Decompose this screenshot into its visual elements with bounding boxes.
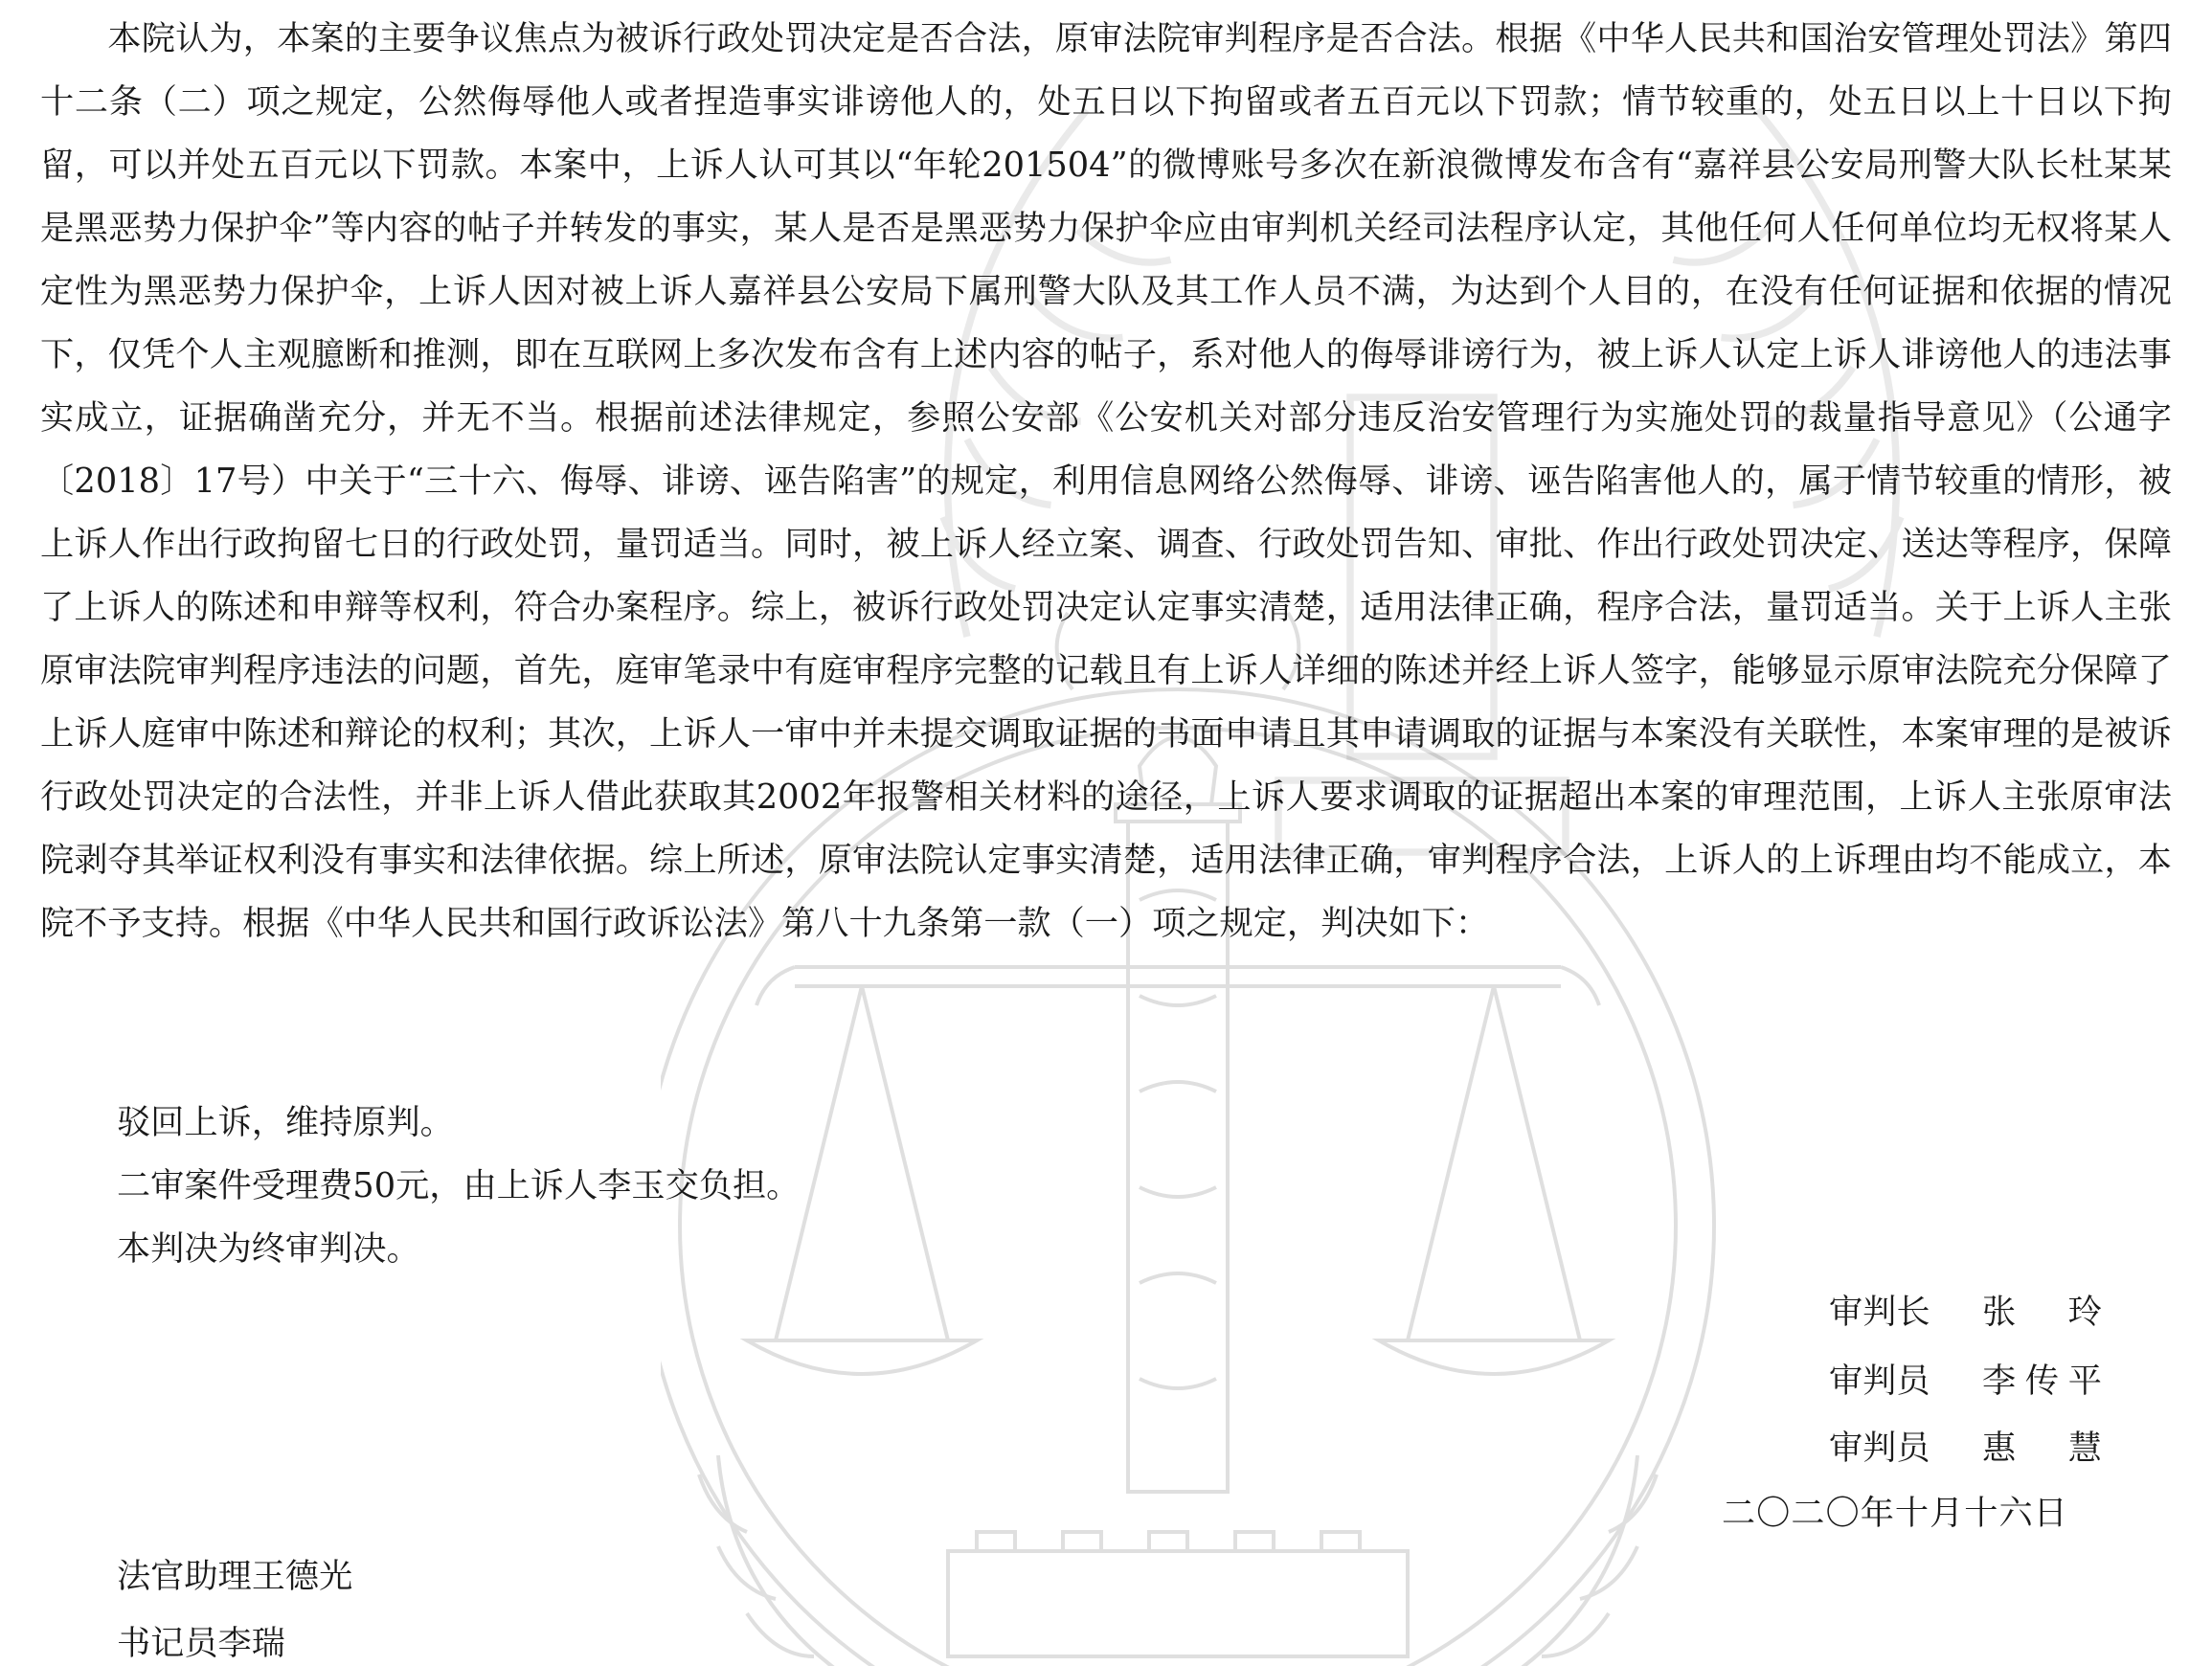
signature-name: 张玲 [1982, 1293, 2102, 1332]
signature-name: 惠慧 [1982, 1429, 2102, 1468]
ruling-text: 驳回上诉，维持原判。 [117, 1103, 454, 1142]
signature-role: 审判长 [1829, 1293, 1930, 1332]
fee-text: 二审案件受理费50元，由上诉人李玉交负担。 [117, 1166, 801, 1205]
judgment-date: 二〇二〇年十月十六日 [1722, 1494, 2068, 1533]
signature-judge-1 [1829, 1350, 2102, 1413]
reasoning-paragraph: 本院认为，本案的主要争议焦点为被诉行政处罚决定是否合法，原审法院审判程序是否合法。根据《中华人民共和国治安管理处罚法》第四十二条（二）项之规定，公然侮辱他人或者捏造事实诽谤他人的，处五日以下拘留或者五百元以下罚款；情节较重的，处五日以上十日以下拘留，可以并处五百元以下罚款。本案中，上诉人认可其以“年轮201504”的微博账号多次在新浪微博发布含有“嘉祥县公安局刑警大队长杜某某是黑恶势力保护伞”等内容的帖子并转发的事实，某人是否是黑恶势力保护伞应由审判机关经司法程序认定，其他任何人任何单位均无权将某人定性为黑恶势力保护伞，上诉人因对被上诉人嘉祥县公安局下属刑警大队及其工作人员不满，为达到个人目的，在没有任何证据和依据的情况下，仅凭个人主观臆断和推测，即在互联网上多次发布含有上述内容的帖子，系对他人的侮辱诽谤行为，被上诉人认定上诉人诽谤他人的违法事实成立，证据确凿充分，并无不当。根据前述法律规定，参照公安部《公安机关对部分违反治安管理行为实施处罚的裁量指导意见》（公通字〔2018〕17号）中关于“三十六、侮辱、诽谤、诬告陷害”的规定，利用信息网络公然侮辱、诽谤、诬告陷害他人的，属于情节较重的情形，被上诉人作出行政拘留七日的行政处罚，量罚适当。同时，被上诉人经立案、调查、行政处罚告知、审批、作出行政处罚决定、送达等程序，保障了上诉人的陈述和申辩等权利，符合办案程序。综上，被诉行政处罚决定认定事实清楚，适用法律正确，程序合法，量罚适当。关于上诉人主张原审法院审判程序违法的问题，首先，庭审笔录中有庭审程序完整的记载且有上诉人详细的陈述并经上诉人签字，能够显示原审法院充分保障了上诉人庭审中陈述和辩论的权利；其次，上诉人一审中并未提交调取证据的书面申请且其申请调取的证据与本案没有关联性，本案审理的是被诉行政处罚决定的合法性，并非上诉人借此获取其2002年报警相关材料的途径，上诉人要求调取的证据超出本案的审理范围，上诉人主张原审法院剥夺其举证权利没有事实和法律依据。综上所述，原审法院认定事实清楚，适用法律正确，审判程序合法，上诉人的上诉理由均不能成立，本院不予支持。根据《中华人民共和国行政诉讼法》第八十九条第一款（一）项之规定，判决如下： [40, 19, 2172, 943]
signature-judge-2 [1829, 1417, 2102, 1480]
court-clerk: 书记员李瑞 [117, 1624, 285, 1663]
reasoning-paragraph-block [40, 8, 2172, 956]
signature-role: 审判员 [1829, 1429, 1930, 1468]
final-judgment-text: 本判决为终审判决。 [117, 1229, 420, 1269]
signature-name: 李传平 [1982, 1362, 2102, 1401]
signature-role: 审判员 [1829, 1362, 1930, 1401]
judge-assistant: 法官助理王德光 [117, 1557, 353, 1596]
signature-presiding-judge [1829, 1281, 2102, 1344]
